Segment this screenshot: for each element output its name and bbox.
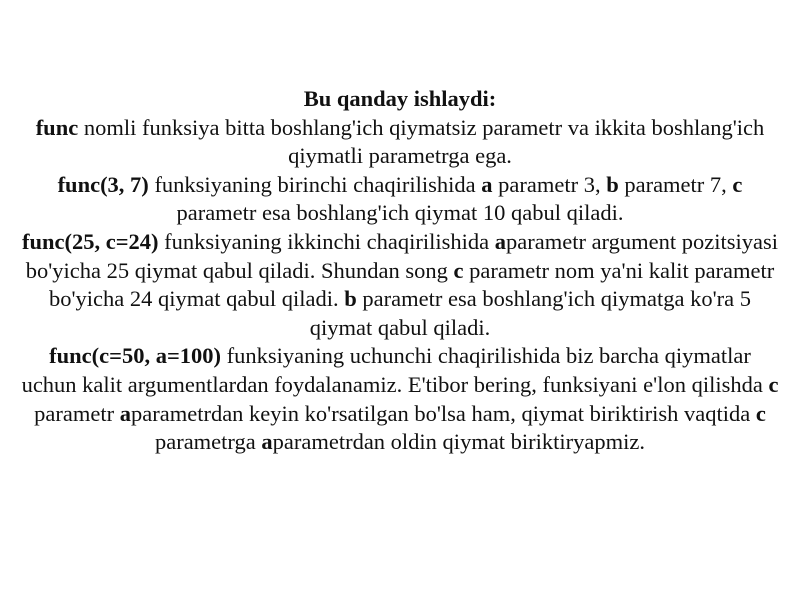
param-name-a: a [261, 429, 273, 455]
param-name-c: c [453, 257, 464, 283]
param-name-c: c [732, 171, 743, 197]
code-third-call: func(c=50, a=100) [49, 343, 222, 369]
paragraph-text: parametr esa boshlang'ich qiymat 10 qabul qiladi. [176, 200, 624, 226]
code-second-call: func(25, c=24) [21, 228, 159, 254]
paragraph-text: funksiyaning ikkinchi chaqirilishida [158, 228, 495, 254]
paragraph-text: parametr nom ya'ni kalit parametr bo'yicha 24 qiymat qabul qiladi. [49, 257, 775, 312]
section-title: Bu qanday ishlaydi: [303, 86, 497, 111]
paragraph-second-call [20, 228, 780, 342]
code-func: func [35, 114, 79, 140]
paragraph-text: parametr [34, 400, 120, 426]
paragraph-text: nomli funksiya bitta boshlang'ich qiymatsiz parametr va ikkita boshlang'ich qiymatli parametrga ega. [78, 114, 765, 169]
param-name-a: a [494, 228, 506, 254]
paragraph-third-call [20, 342, 780, 456]
param-name-b: b [344, 286, 357, 312]
code-first-call: func(3, 7) [57, 171, 149, 197]
param-name-c: c [755, 400, 766, 426]
paragraph-text: parametr 3, [492, 171, 607, 197]
paragraph-text: parametr argument pozitsiyasi bo'yicha 25 qiymat qabul qiladi. Shundan song [25, 228, 778, 283]
paragraph-text: funksiyaning uchunchi chaqirilishida biz barcha qiymatlar uchun kalit argumentlardan foydalanamiz. E'tibor bering, funksiyani e'lon qilishda [21, 343, 769, 397]
paragraph-text: parametr esa boshlang'ich qiymatga ko'ra 5 qiymat qabul qiladi. [309, 286, 751, 340]
paragraph-text: parametrga [154, 429, 262, 455]
paragraph-text: funksiyaning birinchi chaqirilishida [148, 171, 482, 197]
paragraph-first-call [20, 171, 780, 228]
param-name-c: c [768, 371, 779, 397]
paragraph-func-definition [20, 114, 780, 171]
paragraph-text: parametr 7, [618, 171, 733, 197]
paragraph-text: parametrdan keyin ko'rsatilgan bo'lsa ham, qiymat biriktirish vaqtida [131, 400, 756, 426]
param-name-a: a [119, 400, 131, 426]
explanation-text-block [20, 85, 780, 457]
param-name-a: a [481, 171, 493, 197]
param-name-b: b [606, 171, 619, 197]
paragraph-text: parametrdan oldin qiymat biriktiryapmiz. [272, 429, 646, 455]
